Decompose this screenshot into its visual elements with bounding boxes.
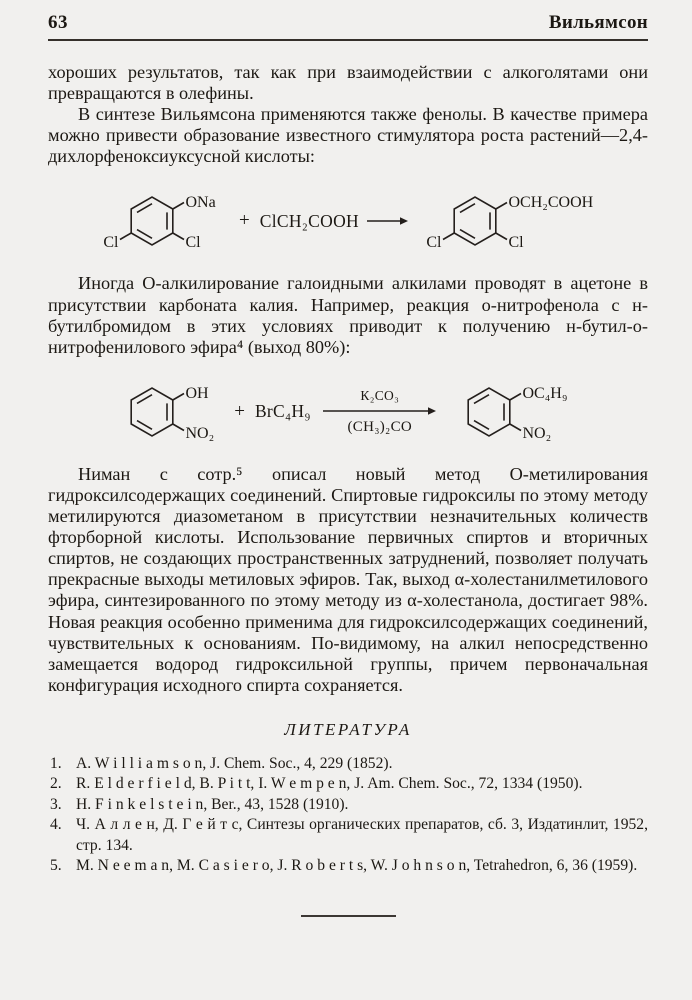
literature-heading: ЛИТЕРАТУРА: [284, 719, 412, 739]
running-title: Вильямсон: [548, 12, 648, 33]
reaction-arrow-icon: [367, 215, 409, 227]
reference-number: 3.: [50, 795, 62, 813]
reference-item: [48, 856, 648, 877]
paragraph-phenols: В синтезе Вильямсона применяются также фенолы. В качестве примера можно привести образование известного стимулятора роста растений—2,4-дихлорфеноксиуксусной кислоты:: [48, 104, 648, 167]
benzene-ring-butyl-nitrophenyl-ether: [449, 364, 584, 460]
butyl-bromide-formula: BrC₄H₉: [254, 401, 311, 422]
substituent-oc4h9-label: OC₄H₉: [522, 384, 568, 402]
reference-item: [48, 795, 648, 816]
benzene-ring-dichlorophenoxyacetic-acid: [417, 173, 602, 269]
reference-text: H. F i n k e l s t e i n, Ber., 43, 1528 (1910).: [76, 795, 349, 813]
reference-number: 2.: [50, 775, 62, 793]
reference-item: [48, 774, 648, 795]
substituent-cl-left-label: Cl: [426, 234, 442, 252]
paragraph-neeman-method: Ниман с сотр.⁵ описал новый метод О-метилирования гидроксилсодержащих соединений. Спиртовые гидроксилы по этому методу метилируются диазометаном в присутствии незначительных количеств фторборной кислоты. Использование первичных спиртов и вторичных спиртов, не создающих пространственных затруднений, позволяет получать прекрасные выходы метиловых эфиров. Так, выход α-холестанилметилового эфира, синтезированного по этому методу из α-холестанола, достигает 98%. Новая реакция особенно применима для гидроксилсодержащих соединений, чувствительных к основаниям. По-видимому, на алкил непосредственно замещается водород гидроксильной группы, причем первоначальная конфигурация исходного спирта сохраняется.: [48, 463, 648, 695]
reaction-scheme-dichlorophenoxyacetic: [48, 173, 648, 269]
substituent-cl-right-label: Cl: [185, 234, 201, 252]
reaction-arrow-icon: [321, 405, 439, 417]
reference-text: Ч. А л л е н, Д. Г е й т с, Синтезы органических препаратов, сб. 3, Издатинлит, 1952, стр. 134.: [76, 816, 648, 854]
reaction-arrow-with-conditions: [321, 389, 439, 435]
paragraph-acetone-alkylation: Иногда О-алкилирование галоидными алкилами проводят в ацетоне в присутствии карбоната калия. Например, реакция о-нитрофенола с н-бутилбромидом в этих условиях приводит к получению н-бутил-о-нитрофенилового эфира⁴ (выход 80%):: [48, 273, 648, 357]
benzene-ring-sodium-dichlorophenoxide: [94, 173, 229, 269]
substituent-no2-label: NO₂: [185, 424, 215, 442]
section-end-divider: [301, 915, 396, 917]
substituent-no2-label: NO₂: [522, 424, 551, 442]
reference-number: 5.: [50, 857, 62, 875]
reference-text: A. W i l l i a m s o n, J. Chem. Soc., 4, 229 (1852).: [76, 754, 393, 772]
substituent-och2cooh-label: OCH₂COOH: [508, 194, 594, 212]
plus-sign: +: [234, 400, 245, 422]
plus-sign: +: [239, 210, 250, 232]
reference-item: [48, 754, 648, 775]
substituent-cl-left-label: Cl: [103, 234, 119, 252]
substituent-cl-right-label: Cl: [508, 234, 524, 252]
page-number: 63: [48, 12, 68, 33]
condition-acetone-label: (CH₃)₂CO: [347, 418, 413, 435]
paragraph-alcoholates: хороших результатов, так как при взаимодействии с алкоголятами они превращаются в олефины.: [48, 62, 648, 104]
benzene-ring-o-nitrophenol: [112, 364, 224, 460]
condition-k2co3-label: К₂CO₃: [360, 388, 400, 404]
page-header: [48, 12, 648, 41]
substituent-ona-label: ONa: [185, 194, 216, 212]
reference-number: 4.: [50, 816, 62, 834]
reference-number: 1.: [50, 754, 62, 772]
chloroacetic-acid-formula: ClCH₂COOH: [259, 210, 359, 231]
reference-text: M. N e e m a n, M. C a s i e r o, J. R o b e r t s, W. J o h n s o n, Tetrahedron, 6, 36 (1959).: [76, 857, 638, 875]
reference-item: [48, 815, 648, 856]
substituent-oh-label: OH: [185, 384, 209, 402]
reaction-scheme-nitrophenyl-ether: [48, 364, 648, 460]
reference-text: R. E l d e r f i e l d, B. P i t t, I. W e m p e n, J. Am. Chem. Soc., 72, 1334 (1950).: [76, 775, 583, 793]
reference-list: [48, 754, 648, 877]
